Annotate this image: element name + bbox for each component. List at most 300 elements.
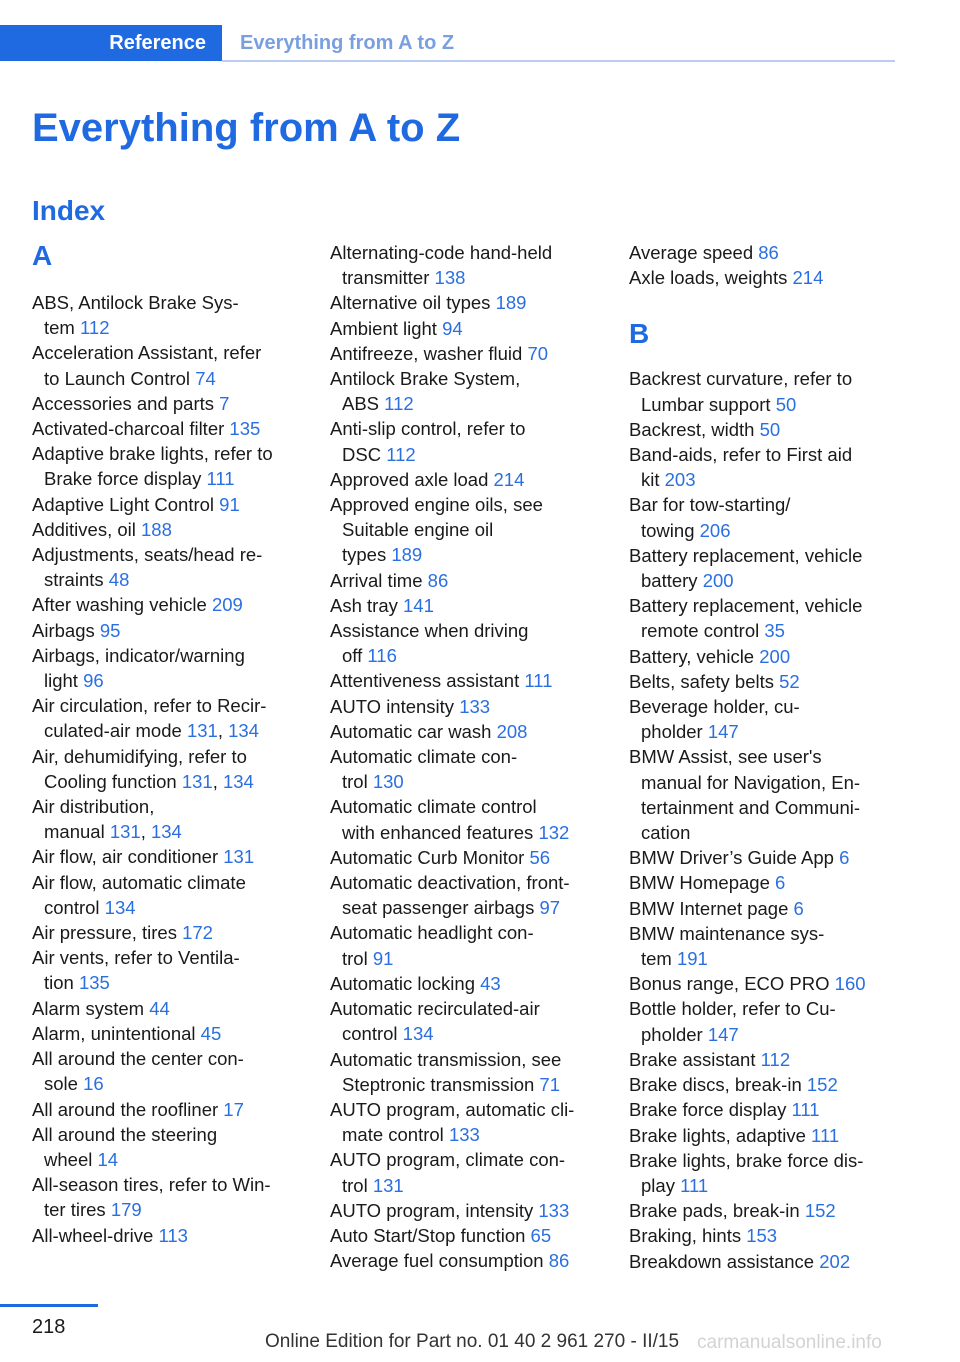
index-entry-text: BMW Driver’s Guide App [629, 847, 834, 869]
index-entry-text: straints [44, 569, 104, 591]
index-entry-text: AUTO program, climate con- [330, 1149, 566, 1171]
index-entry [32, 517, 302, 542]
index-entry-text: Air flow, air conditioner [32, 846, 219, 868]
page-reference-link[interactable]: 111 [206, 468, 235, 490]
index-entry-text: Airbags, indicator/warning [32, 644, 245, 666]
index-entry-line [330, 946, 600, 971]
index-entry-text: Air pressure, tires [32, 922, 177, 944]
page-reference-link[interactable]: 135 [78, 972, 110, 994]
index-heading: Index [32, 195, 106, 226]
index-letter-heading: B [629, 318, 650, 350]
page-reference-link[interactable]: 112 [79, 317, 110, 339]
index-entry [330, 1198, 600, 1223]
index-entry-line [629, 1148, 899, 1173]
page-reference-link[interactable]: 52 [779, 670, 800, 692]
page-reference-link[interactable]: 191 [676, 948, 708, 970]
index-entry-text: All around the steering [32, 1123, 218, 1145]
index-entry-line [629, 744, 899, 769]
page-reference-link[interactable]: 6 [775, 872, 786, 894]
index-entry-text: types [342, 544, 387, 566]
index-entry-line [330, 442, 600, 467]
index-entry-text: play [641, 1174, 675, 1196]
index-entry-line [32, 1223, 302, 1248]
page-reference-link[interactable]: 203 [664, 469, 696, 491]
index-entry-line [629, 946, 899, 971]
page-reference-link[interactable]: 91 [219, 493, 240, 515]
index-entry-text: Automatic car wash [330, 720, 492, 742]
index-entry-text: Battery replacement, vehicle [629, 595, 863, 617]
index-entry [32, 794, 302, 844]
index-entry-line [629, 392, 899, 417]
index-entry-line [32, 744, 302, 769]
index-entry-line [629, 240, 899, 265]
index-letter-heading: A [32, 240, 53, 271]
index-entry-line [629, 1072, 899, 1097]
index-entry [629, 870, 899, 895]
index-entry-text: tem [641, 948, 672, 970]
index-entry-text: DSC [342, 443, 382, 465]
index-entry-line [629, 996, 899, 1021]
index-entry-text: Approved axle load [330, 468, 489, 490]
index-entry [330, 996, 600, 1046]
page-reference-link[interactable]: 152 [804, 1200, 836, 1222]
index-entry [629, 543, 899, 593]
page-reference-link[interactable]: 94 [442, 317, 463, 339]
index-entry [330, 467, 600, 492]
index-entry-line [629, 417, 899, 442]
page-reference-link[interactable]: 138 [434, 267, 466, 289]
index-entry-text: Brake discs, break-in [629, 1074, 802, 1096]
index-entry-line [32, 290, 302, 315]
index-entry-text: Automatic climate con- [330, 746, 518, 768]
index-entry [330, 618, 600, 668]
index-entry-line [330, 341, 600, 366]
index-entry-line [629, 820, 899, 845]
index-entry-line [32, 542, 302, 567]
index-entry-text: Air vents, refer to Ventila- [32, 947, 240, 969]
page-reference-link[interactable]: 179 [110, 1199, 142, 1221]
page-reference-link[interactable]: 134 [104, 896, 136, 918]
index-entry [629, 996, 899, 1046]
page-reference-link[interactable]: 130 [372, 771, 404, 793]
page-reference-link[interactable]: 86 [758, 242, 779, 263]
page-reference-link[interactable]: 65 [530, 1224, 552, 1246]
page-reference-link[interactable]: 116 [367, 645, 397, 667]
index-entry-line [330, 568, 600, 593]
index-entry [629, 971, 899, 996]
page-reference-link[interactable]: 134 [402, 1023, 434, 1045]
page-reference-link[interactable]: 71 [539, 1073, 560, 1095]
index-entry-line [32, 920, 302, 945]
index-entry-line [32, 668, 302, 693]
index-entry-text: BMW Internet page [629, 897, 789, 919]
index-entry-text: to Launch Control [44, 367, 191, 389]
index-entry-text: Auto Start/Stop function [330, 1224, 526, 1246]
index-entry-line [32, 340, 302, 365]
index-entry-text: Ash tray [330, 594, 398, 616]
page-reference-link[interactable]: 131 [109, 821, 141, 843]
index-entry-line: Cooling function 131, 134 [44, 770, 254, 792]
page-reference-link[interactable]: 50 [775, 393, 797, 415]
index-entry-text: Belts, safety belts [629, 670, 774, 692]
index-entry-text: remote control [641, 620, 760, 642]
page-reference-link[interactable]: 131 [372, 1174, 404, 1196]
index-entry-line [330, 744, 600, 769]
index-entry-line [629, 1097, 899, 1122]
index-column-2 [330, 240, 600, 1273]
index-entry-text: ABS [342, 393, 380, 415]
index-entry-line [330, 870, 600, 895]
index-entry-text: Beverage holder, cu- [629, 696, 800, 718]
index-entry-line [32, 416, 302, 441]
page-reference-link[interactable]: 133 [448, 1124, 480, 1146]
index-entry-line [629, 518, 899, 543]
index-entry [330, 719, 600, 744]
index-entry-line [330, 1223, 600, 1248]
index-entry-line [629, 896, 899, 921]
index-entry-text: Attentiveness assistant [330, 670, 520, 692]
index-entry [330, 316, 600, 341]
index-entry [32, 693, 302, 743]
index-entry-text: Average fuel consumption [330, 1250, 544, 1272]
page-reference-link[interactable]: 111 [524, 670, 553, 692]
index-entry-text: Automatic deactivation, front- [330, 872, 570, 894]
page-reference-link[interactable]: 111 [791, 1099, 820, 1121]
page-reference-link[interactable]: 44 [149, 997, 170, 1019]
page-reference-link[interactable]: 7 [219, 392, 230, 414]
index-entry [629, 240, 899, 265]
index-entry [629, 896, 899, 921]
index-entry-line [330, 794, 600, 819]
index-entry-line [32, 1071, 302, 1096]
index-entry [32, 945, 302, 995]
index-entry-line [629, 1022, 899, 1047]
index-entry [32, 618, 302, 643]
index-entry-text: BMW Assist, see user's [629, 746, 822, 768]
page-reference-link[interactable]: 134 [150, 821, 182, 843]
index-entry-line [32, 1122, 302, 1147]
index-entry-line [629, 467, 899, 492]
page-reference-link[interactable]: 86 [427, 569, 449, 591]
index-entry-text: Braking, hints [629, 1225, 742, 1247]
index-entry-text: Automatic locking [330, 972, 475, 994]
index-entry-text: Axle loads, weights [629, 267, 788, 289]
page-reference-link[interactable]: 56 [529, 846, 551, 868]
index-entry-line [330, 996, 600, 1021]
index-entry-text: Alarm, unintentional [32, 1022, 196, 1044]
index-entry [629, 1047, 899, 1072]
header-section-label: Reference [0, 25, 222, 61]
index-entry-line [629, 971, 899, 996]
index-entry [330, 744, 600, 794]
index-entry-line [330, 467, 600, 492]
index-entry-text: All around the roofliner [32, 1098, 219, 1120]
page-reference-link[interactable]: 70 [527, 342, 549, 364]
index-entry [330, 341, 600, 366]
index-entry-line [32, 1021, 302, 1046]
index-entry-line [629, 1198, 899, 1223]
page-reference-link[interactable]: 209 [211, 594, 243, 616]
index-entry-text: Average speed [629, 242, 754, 263]
index-entry-text: Ambient light [330, 317, 437, 339]
index-entry-text: Alternating-code hand-held [330, 242, 553, 263]
page-reference-link[interactable]: 131 [186, 720, 218, 742]
page-reference-link[interactable]: 43 [480, 972, 501, 994]
page-reference-link[interactable]: 132 [538, 821, 570, 843]
index-entry-line [629, 492, 899, 517]
page-reference-link[interactable]: 200 [759, 645, 791, 667]
index-entry-line [629, 265, 899, 290]
index-entry-text: trol [342, 771, 368, 793]
page-reference-link[interactable]: 152 [806, 1074, 838, 1096]
index-entry-line [330, 643, 600, 668]
page-reference-link[interactable]: 141 [403, 594, 434, 616]
index-entry-line [32, 996, 302, 1021]
page-reference-link[interactable]: 135 [229, 418, 261, 440]
index-entry-line [629, 845, 899, 870]
page-reference-link[interactable]: 95 [99, 619, 121, 641]
index-entry-text: trol [342, 1174, 368, 1196]
index-entry-line [629, 719, 899, 744]
index-entry-line [330, 1097, 600, 1122]
index-entry [629, 1249, 899, 1274]
index-entry-line: manual 131, 134 [44, 821, 182, 843]
header-chapter-title: Everything from A to Z [240, 32, 455, 54]
index-entry [330, 1223, 600, 1248]
index-entry-line [330, 618, 600, 643]
index-entry-text: control [342, 1023, 398, 1045]
index-entry-text: Brake lights, adaptive [629, 1124, 806, 1146]
index-entry [629, 492, 899, 542]
index-entry [629, 366, 899, 416]
page-reference-link[interactable]: 74 [195, 367, 216, 389]
index-entry-line [32, 441, 302, 466]
index-entry-line [330, 1198, 600, 1223]
index-entry-text: Accessories and parts [32, 392, 215, 414]
index-entry-text: Bottle holder, refer to Cu- [629, 998, 836, 1020]
index-entry-text: Bar for tow-starting/ [629, 494, 791, 516]
index-entry-line [32, 1197, 302, 1222]
index-entry-line [32, 1097, 302, 1122]
index-entry [32, 1021, 302, 1046]
index-entry-text: tertainment and Communi- [641, 796, 861, 818]
index-entry-text: Alarm system [32, 997, 145, 1019]
index-entry-line [32, 466, 302, 491]
page-reference-link[interactable]: 6 [793, 897, 804, 919]
page-reference-link[interactable]: 111 [811, 1124, 840, 1146]
page-reference-link[interactable]: 214 [493, 468, 525, 490]
index-entry-text: Alternative oil types [330, 292, 491, 314]
index-entry [32, 592, 302, 617]
index-entry-text: Anti-slip control, refer to [330, 418, 526, 440]
index-entry-text: AUTO intensity [330, 695, 455, 717]
index-entry-line [629, 1047, 899, 1072]
index-entry [32, 441, 302, 491]
index-entry-text: Cooling function [44, 770, 177, 792]
index-entry-line [330, 920, 600, 945]
index-entry-text: manual for Navigation, En- [641, 771, 861, 793]
index-entry-text: Backrest, width [629, 418, 755, 440]
index-entry [330, 694, 600, 719]
page-reference-link[interactable]: 111 [680, 1174, 709, 1196]
page-reference-link[interactable]: 214 [792, 267, 824, 289]
index-entry [330, 568, 600, 593]
index-entry-line [629, 1173, 899, 1198]
index-entry-text: mate control [342, 1124, 444, 1146]
page-reference-link[interactable]: 134 [222, 770, 254, 792]
index-entry [32, 920, 302, 945]
page-reference-link[interactable]: 188 [141, 518, 172, 540]
page-reference-link[interactable]: 35 [764, 620, 785, 642]
index-entry-text: trol [342, 947, 368, 969]
index-column-3 [629, 240, 899, 1274]
page-reference-link[interactable]: 50 [759, 418, 781, 440]
header-rule [222, 60, 895, 62]
index-entry [629, 669, 899, 694]
index-entry-line [32, 1046, 302, 1071]
index-entry-text: Activated-charcoal filter [32, 418, 225, 440]
index-entry-line [32, 517, 302, 542]
page-reference-link[interactable]: 172 [182, 922, 213, 944]
page-reference-link[interactable]: 153 [746, 1225, 778, 1247]
index-entry [629, 1097, 899, 1122]
page-reference-link[interactable]: 17 [223, 1098, 244, 1120]
index-entry-text: pholder [641, 721, 703, 743]
page-reference-link[interactable]: 91 [372, 947, 394, 969]
page-reference-link[interactable]: 131 [181, 770, 213, 792]
page-reference-link[interactable]: 112 [386, 443, 416, 465]
index-entry-line [330, 391, 600, 416]
index-entry-text: Suitable engine oil [342, 519, 494, 541]
index-entry-line [330, 845, 600, 870]
index-entry-text: Backrest curvature, refer to [629, 368, 853, 390]
index-entry-text: Lumbar support [641, 393, 771, 415]
index-entry-text: Adjustments, seats/head re- [32, 544, 263, 566]
index-entry-line [330, 492, 600, 517]
index-column-1 [32, 240, 302, 1248]
index-entry-text: Additives, oil [32, 518, 136, 540]
index-entry-text: Band-aids, refer to First aid [629, 444, 853, 466]
index-entry-line [32, 366, 302, 391]
index-entry [32, 1122, 302, 1172]
page-reference-link[interactable]: 202 [819, 1250, 851, 1272]
index-entry [330, 794, 600, 844]
page-reference-link[interactable]: 189 [391, 544, 423, 566]
index-entry-text: control [44, 896, 100, 918]
page-title: Everything from A to Z [32, 106, 461, 150]
index-entry-text: with enhanced features [342, 821, 534, 843]
page-reference-link[interactable]: 189 [495, 292, 527, 314]
index-entry-text: Air circulation, refer to Recir- [32, 695, 267, 717]
page-reference-link[interactable]: 97 [539, 897, 561, 919]
index-entry [330, 1097, 600, 1147]
index-entry-text: Breakdown assistance [629, 1250, 815, 1272]
page-reference-link[interactable]: 131 [223, 846, 255, 868]
index-entry [629, 417, 899, 442]
page-reference-link[interactable]: 112 [760, 1048, 791, 1070]
page-reference-link[interactable]: 96 [83, 670, 104, 692]
index-entry-line [32, 844, 302, 869]
page-reference-link[interactable]: 208 [496, 720, 528, 742]
page-reference-link[interactable]: 86 [548, 1250, 570, 1272]
index-entry [330, 593, 600, 618]
page-reference-link[interactable]: 112 [384, 393, 414, 415]
page-reference-link[interactable]: 206 [699, 519, 731, 541]
index-entry-text: Arrival time [330, 569, 423, 591]
page-reference-link[interactable]: 14 [97, 1148, 119, 1170]
index-entry-text: manual [44, 821, 105, 843]
index-entry [629, 1148, 899, 1198]
index-entry-line [32, 391, 302, 416]
page-reference-link[interactable]: 48 [108, 569, 130, 591]
index-entry [629, 644, 899, 669]
index-entry-text: Antilock Brake System, [330, 368, 521, 390]
index-entry-line [32, 315, 302, 340]
page-reference-link[interactable]: 16 [83, 1073, 104, 1095]
index-entry-line [32, 870, 302, 895]
index-entry [629, 265, 899, 290]
index-entry-text: Antifreeze, washer fluid [330, 342, 523, 364]
index-entry-line [330, 1047, 600, 1072]
index-entry [629, 694, 899, 744]
index-entry-text: Bonus range, ECO PRO [629, 973, 830, 995]
index-entry-line [330, 416, 600, 441]
page-reference-link[interactable]: 147 [707, 721, 739, 743]
index-entry-line [32, 567, 302, 592]
index-entry-text: Automatic recirculated-air [330, 998, 540, 1020]
index-entry-text: cation [641, 822, 691, 844]
page-reference-link[interactable]: 133 [538, 1199, 570, 1221]
page-reference-link[interactable]: 160 [834, 973, 866, 995]
index-entry-line [32, 895, 302, 920]
index-entry-text: transmitter [342, 267, 430, 289]
index-entry-line [330, 290, 600, 315]
index-entry-text: sole [44, 1073, 78, 1095]
index-entry-line [629, 593, 899, 618]
index-entry-line [330, 1147, 600, 1172]
page-reference-link[interactable]: 200 [702, 570, 734, 592]
index-entry-text: tem [44, 317, 75, 339]
index-entry-text: Brake assistant [629, 1048, 756, 1070]
index-entry [32, 1097, 302, 1122]
index-entry [32, 542, 302, 592]
index-entry-text: Airbags [32, 619, 95, 641]
index-entry-text: All-season tires, refer to Win- [32, 1174, 271, 1196]
index-entry [330, 920, 600, 970]
page-reference-link[interactable]: 134 [228, 720, 259, 742]
index-entry [330, 416, 600, 466]
page-reference-link[interactable]: 113 [158, 1224, 188, 1246]
index-entry-text: Steptronic transmission [342, 1073, 535, 1095]
page-reference-link[interactable]: 133 [459, 695, 491, 717]
index-entry-line [32, 1172, 302, 1197]
index-entry [330, 290, 600, 315]
index-entry-line [629, 694, 899, 719]
index-entry-text: Air, dehumidifying, refer to [32, 745, 247, 767]
index-entry [32, 1046, 302, 1096]
index-entry-line [330, 1072, 600, 1097]
index-entry-line [32, 970, 302, 995]
page-reference-link[interactable]: 147 [707, 1023, 739, 1045]
index-entry-text: Air flow, automatic climate [32, 871, 246, 893]
page-reference-link[interactable]: 6 [839, 847, 850, 869]
index-entry [629, 845, 899, 870]
index-entry [330, 1147, 600, 1197]
index-entry-line [629, 1123, 899, 1148]
page-reference-link[interactable]: 45 [200, 1022, 222, 1044]
index-entry [32, 744, 302, 794]
index-entry-text: Automatic Curb Monitor [330, 846, 525, 868]
